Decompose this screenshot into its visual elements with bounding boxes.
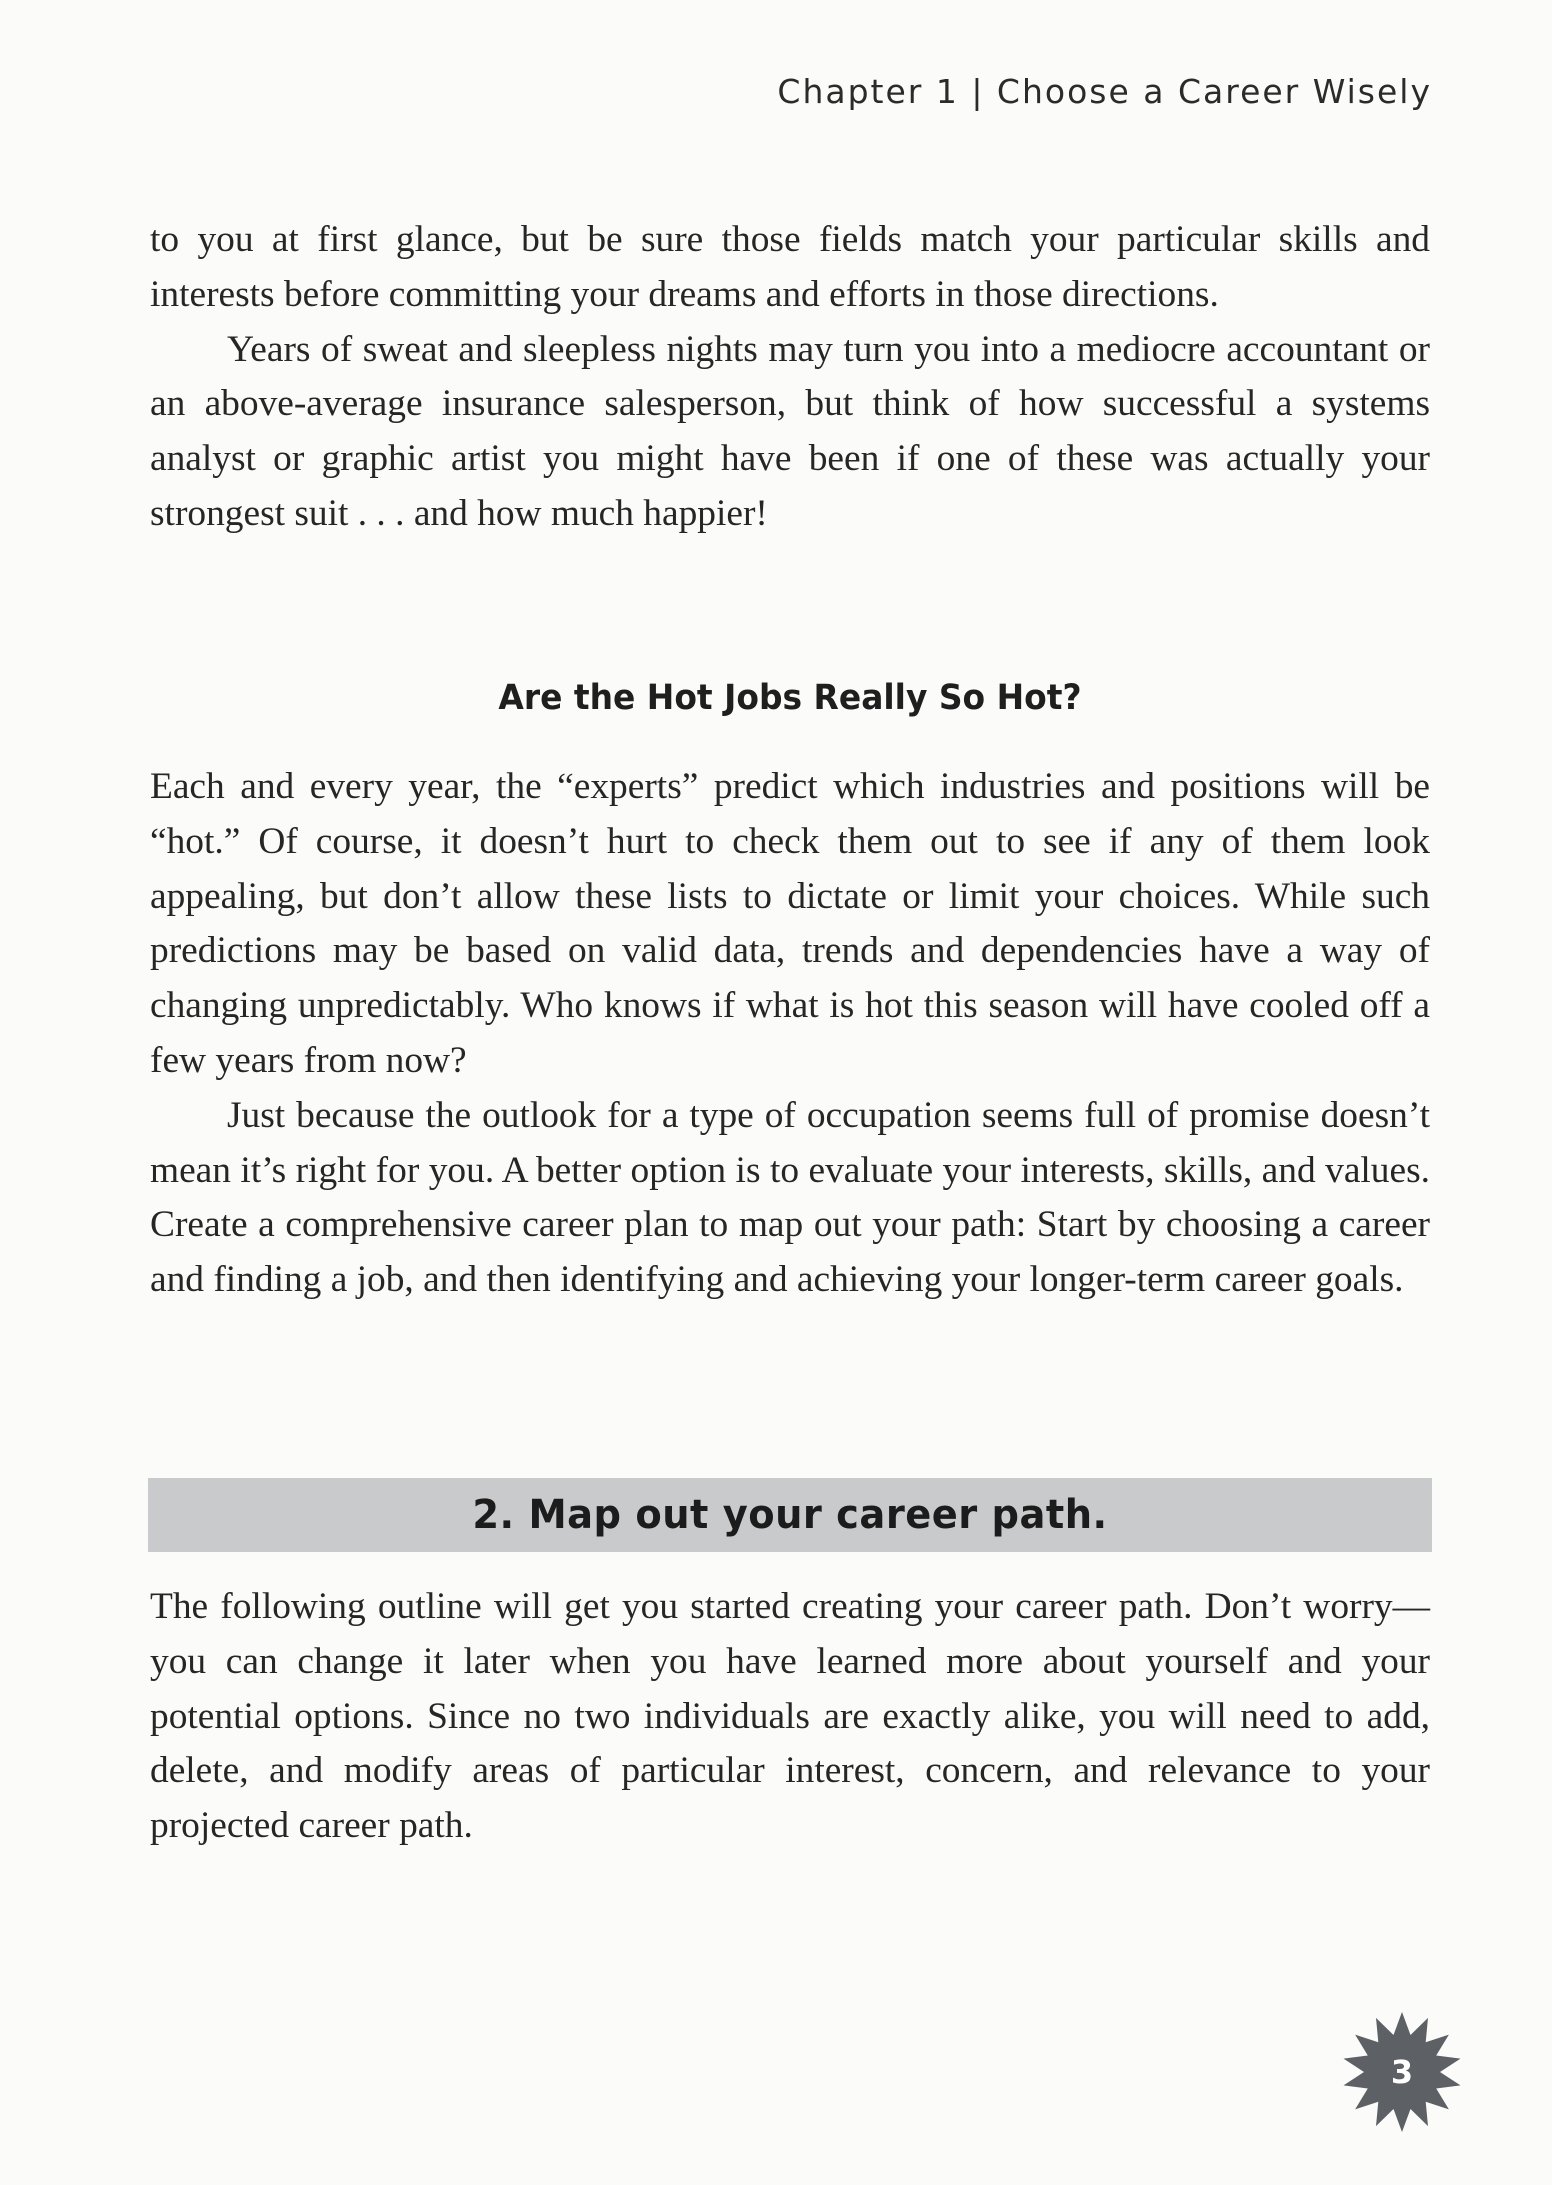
section-1-text (150, 213, 1430, 542)
paragraph: Each and every year, the “experts” predict which industries and positions will be “hot.” Of course, it doesn’t hurt to check them out to see if any of them look appealing, but don’t allow these lists to dictate or limit your choices. While such predictions may be based on valid data, trends and dependencies have a way of changing unpredictably. Who knows if what is hot this season will have cooled off a few years from now? (150, 766, 1430, 1081)
paragraph: to you at first glance, but be sure those fields match your particular skills and interests before committing your dreams and efforts in those directions. (150, 219, 1430, 315)
paragraph: Years of sweat and sleepless nights may turn you into a mediocre accountant or an above-average insurance salesperson, but think of how successful a systems analyst or graphic artist you might have been if one of these was actually your strongest suit . . . and how much happier! (150, 328, 1430, 534)
section-heading-banner (148, 1478, 1432, 1552)
page-number-badge (1340, 2010, 1464, 2134)
paragraph: Just because the outlook for a type of occupation seems full of promise doesn’t mean it’s right for you. A better option is to evaluate your interests, skills, and values. Create a comprehensive career plan to map out your path: Start by choosing a career and finding a job, and then identifying and achieving your longer-term career goals. (150, 1094, 1430, 1301)
section-2-text (150, 1580, 1430, 1854)
subsection-text (150, 760, 1430, 1308)
page-number: 3 (1390, 2053, 1414, 2091)
running-head: Chapter 1 | Choose a Career Wisely (777, 72, 1432, 111)
section-heading: 2. Map out your career path. (472, 1492, 1108, 1538)
paragraph: The following outline will get you started creating your career path. Don’t worry—you can change it later when you have learned more about yourself and your potential options. Since no two individuals are exactly alike, you will need to add, delete, and modify areas of particular interest, concern, and relevance to your projected career path. (150, 1586, 1430, 1847)
subsection-heading: Are the Hot Jobs Really So Hot? (498, 678, 1082, 718)
